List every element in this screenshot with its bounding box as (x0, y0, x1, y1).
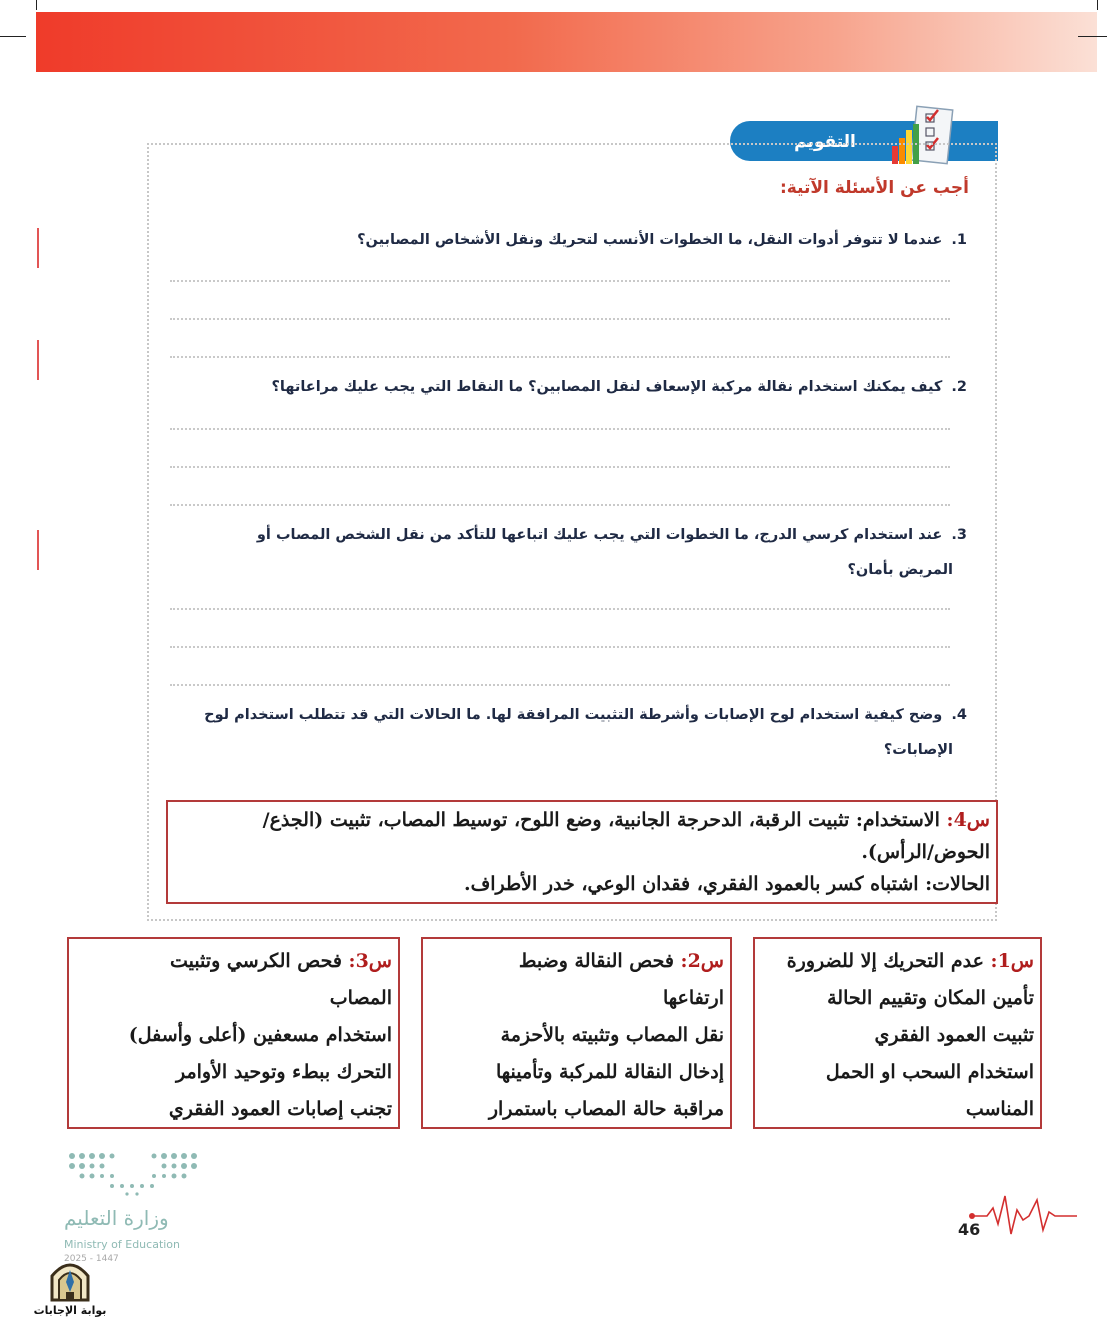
answer-tag: س4: (946, 809, 990, 831)
answer-box-q4 (166, 800, 998, 904)
crop-mark (0, 36, 26, 37)
answer-line (170, 318, 950, 320)
answer-line: مراقبة حالة المصاب باستمرار (488, 1098, 724, 1120)
question-2 (271, 370, 967, 405)
answer-line: فحص النقالة وضبط (518, 950, 674, 972)
question-text: عندما لا تتوفر أدوات النقل، ما الخطوات الأنسب لتحريك ونقل الأشخاص المصابين؟ (357, 232, 943, 248)
question-text: كيف يمكنك استخدام نقالة مركبة الإسعاف لنقل المصابين؟ ما النقاط التي يجب عليك مراعاتها؟ (271, 379, 943, 395)
answer-line (170, 466, 950, 468)
question-text: وضح كيفية استخدام لوح الإصابات وأشرطة التثبيت المرافقة لها. ما الحالات التي قد تتطلب استخدام لوح (204, 707, 943, 723)
edge-mark (37, 530, 39, 570)
header-banner (36, 12, 1097, 72)
instruction-heading: أجب عن الأسئلة الآتية: (779, 178, 969, 198)
crop-mark (36, 0, 37, 10)
answer-line: تثبيت العمود الفقري (874, 1024, 1034, 1046)
question-text-cont: المريض بأمان؟ (847, 562, 953, 578)
answer-line: الحوض/الرأس). (861, 841, 990, 863)
question-number: 3. (951, 527, 967, 543)
portal-logo (30, 1258, 110, 1324)
question-4 (204, 698, 967, 768)
answer-box-q2 (421, 937, 732, 1129)
answer-line: عدم التحريك إلا للضرورة (786, 950, 984, 972)
question-number: 1. (951, 232, 967, 248)
ministry-logo (60, 1150, 220, 1270)
answer-line: الحالات: اشتباه كسر بالعمود الفقري، فقدان الوعي، خدر الأطراف. (463, 873, 990, 895)
portal-logo-icon (48, 1258, 92, 1302)
answer-line: المصاب (329, 987, 392, 1009)
ministry-name-english: Ministry of Education (64, 1238, 181, 1251)
question-text: عند استخدام كرسي الدرج، ما الخطوات التي يجب عليك اتباعها للتأكد من نقل الشخص المصاب أو (256, 527, 943, 543)
answer-line (170, 608, 950, 610)
ministry-name-arabic: وزارة التعليم (64, 1206, 169, 1230)
answer-line: نقل المصاب وتثبيته بالأحزمة (500, 1024, 724, 1046)
page-number: 46 (958, 1220, 981, 1239)
answer-line: استخدام السحب او الحمل (825, 1061, 1034, 1083)
answer-line (170, 280, 950, 282)
crop-mark (1078, 36, 1107, 37)
answer-tag: س1: (990, 950, 1034, 972)
answer-line: تجنب إصابات العمود الفقري (168, 1098, 392, 1120)
answer-line: الاستخدام: تثبيت الرقبة، الدحرجة الجانبية، وضع اللوح، توسيط المصاب، تثبيت (الجذع/ (262, 809, 940, 831)
answer-line (170, 684, 950, 686)
question-text-cont: الإصابات؟ (883, 742, 953, 758)
question-1 (357, 223, 967, 258)
ministry-logo-icon (64, 1150, 200, 1198)
answer-line: إدخال النقالة للمركبة وتأمينها (495, 1061, 724, 1083)
answer-line: ارتفاعها (662, 987, 724, 1009)
answer-box-q3 (67, 937, 400, 1129)
answer-line: فحص الكرسي وتثبيت (169, 950, 342, 972)
edge-mark (37, 340, 39, 380)
question-number: 2. (951, 379, 967, 395)
answer-line: استخدام مسعفين (أعلى وأسفل) (128, 1024, 392, 1046)
question-3 (257, 518, 967, 588)
answer-line: التحرك ببطء وتوحيد الأوامر (175, 1061, 392, 1083)
answer-tag: س2: (680, 950, 724, 972)
answer-line (170, 646, 950, 648)
answer-line (170, 504, 950, 506)
answer-line: المناسب (965, 1098, 1034, 1120)
portal-label: بوابة الإجابات (33, 1304, 107, 1317)
answer-tag: س3: (348, 950, 392, 972)
answer-line (170, 428, 950, 430)
answer-line (170, 356, 950, 358)
ministry-year: 2025 - 1447 (64, 1254, 119, 1264)
crop-mark (1097, 0, 1098, 10)
pulse-line-icon (965, 1190, 1080, 1242)
question-number: 4. (951, 707, 967, 723)
edge-mark (37, 228, 39, 268)
section-tab-label: التقويم (794, 132, 856, 152)
answer-line: تأمين المكان وتقييم الحالة (827, 987, 1034, 1009)
answer-box-q1 (753, 937, 1042, 1129)
